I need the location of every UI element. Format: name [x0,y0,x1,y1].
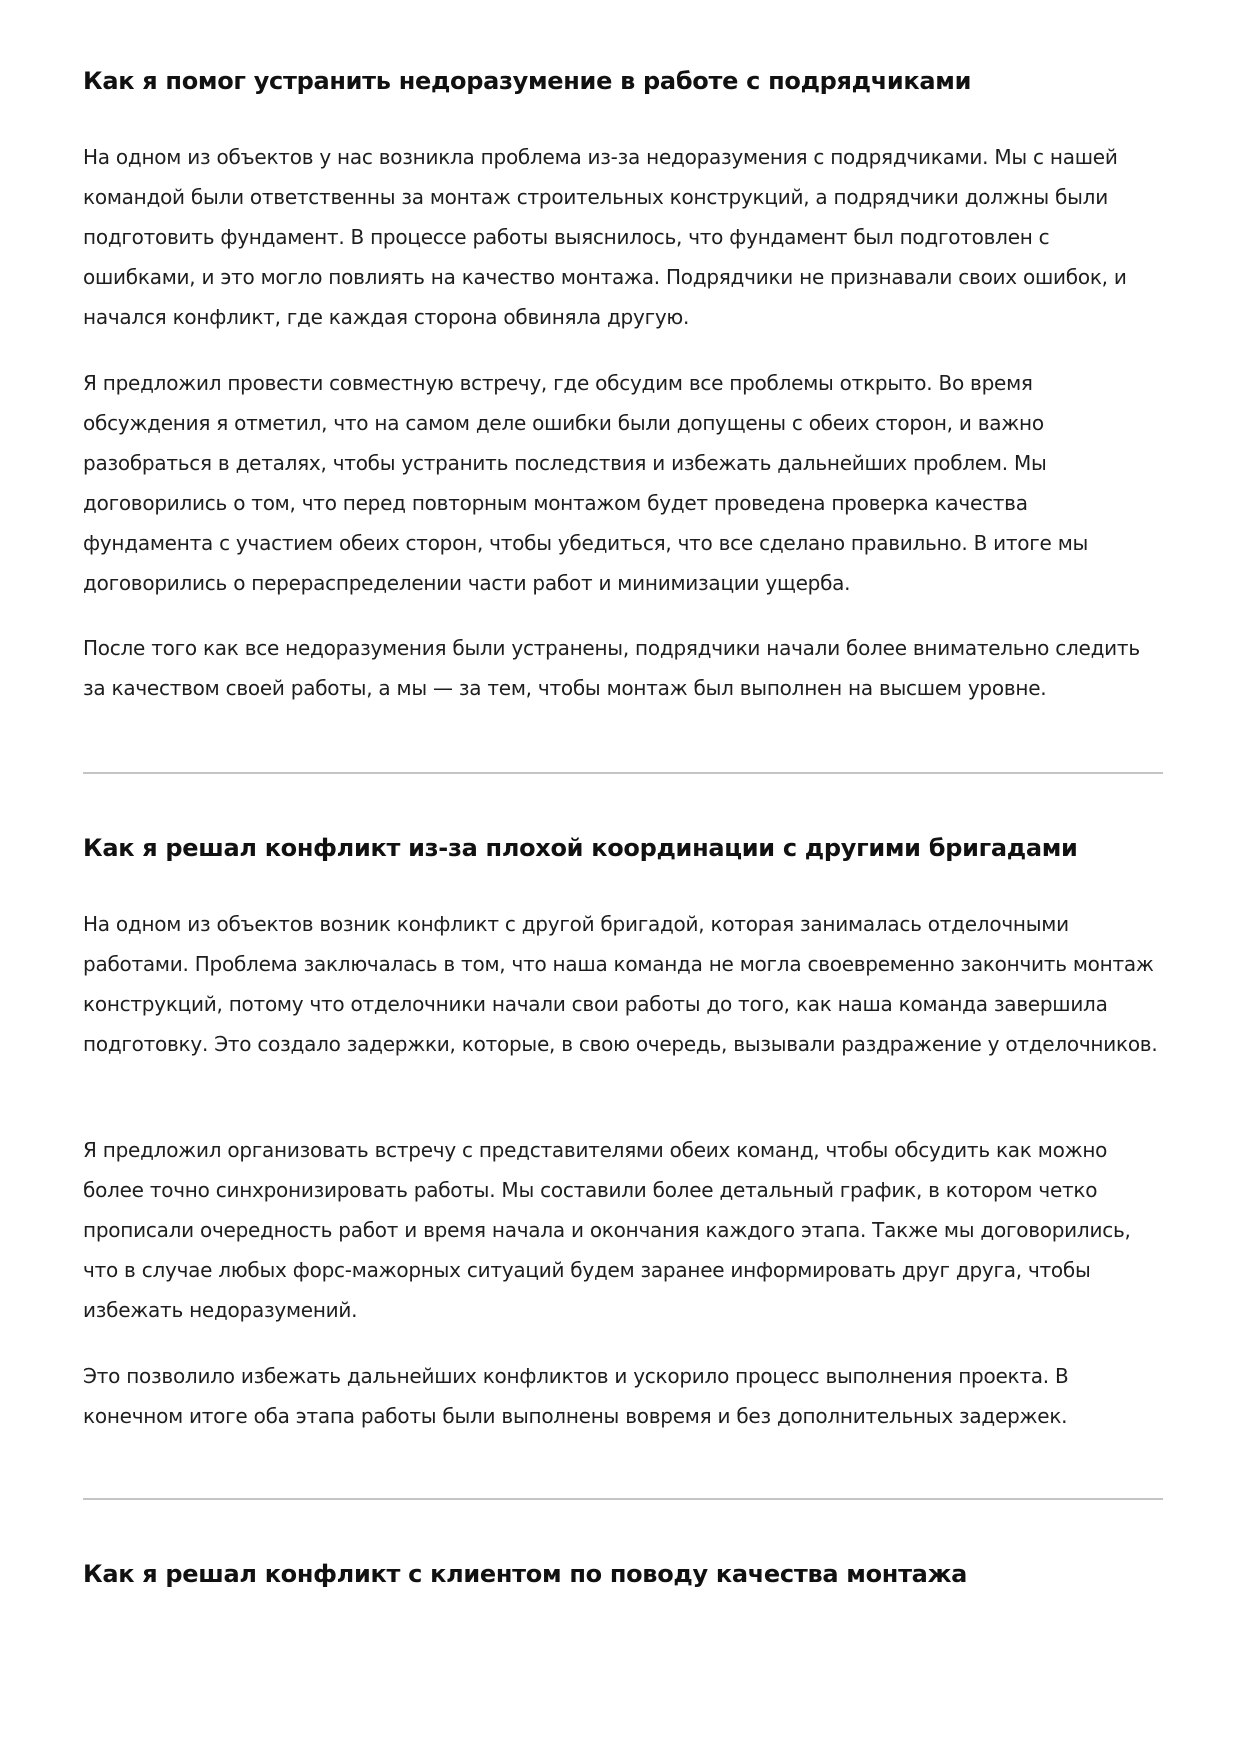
paragraph: На одном из объектов возник конфликт с другой бригадой, которая занималась отделочными работами. Проблема заключалась в том, что наша команда не могла своевременно закончить монтаж конструкций, потому что отделочники начали свои работы до того, как наша команда завершила подготовку. Это создало задержки, которые, в свою очередь, вызывали раздражение у отделочников. [83,912,1158,1056]
paragraph: После того как все недоразумения были устранены, подрядчики начали более внимательно следить за качеством своей работы, а мы — за тем, чтобы монтаж был выполнен на высшем уровне. [83,636,1140,700]
section-title: Как я решал конфликт из-за плохой координации с другими бригадами [83,834,1078,862]
section-divider [83,1498,1163,1500]
paragraph: Я предложил провести совместную встречу, где обсудим все проблемы открыто. Во время обсуждения я отметил, что на самом деле ошибки были допущены с обеих сторон, и важно разобраться в деталях, чтобы устранить последствия и избежать дальнейших проблем. Мы договорились о том, что перед повторным монтажом будет проведена проверка качества фундамента с участием обеих сторон, чтобы убедиться, что все сделано правильно. В итоге мы договорились о перераспределении части работ и минимизации ущерба. [83,371,1089,595]
section-divider [83,772,1163,774]
paragraph: Я предложил организовать встречу с представителями обеих команд, чтобы обсудить как можно более точно синхронизировать работы. Мы составили более детальный график, в котором четко прописали очередность работ и время начала и окончания каждого этапа. Также мы договорились, что в случае любых форс-мажорных ситуаций будем заранее информировать друг друга, чтобы избежать недоразумений. [83,1138,1131,1322]
section-title: Как я помог устранить недоразумение в работе с подрядчиками [83,67,972,95]
paragraph: Это позволило избежать дальнейших конфликтов и ускорило процесс выполнения проекта. В конечном итоге оба этапа работы были выполнены вовремя и без дополнительных задержек. [83,1364,1069,1428]
paragraph: На одном из объектов у нас возникла проблема из-за недоразумения с подрядчиками. Мы с нашей командой были ответственны за монтаж строительных конструкций, а подрядчики должны были подготовить фундамент. В процессе работы выяснилось, что фундамент был подготовлен с ошибками, и это могло повлиять на качество монтажа. Подрядчики не признавали своих ошибок, и начался конфликт, где каждая сторона обвиняла другую. [83,145,1127,329]
section-title: Как я решал конфликт с клиентом по поводу качества монтажа [83,1560,968,1588]
